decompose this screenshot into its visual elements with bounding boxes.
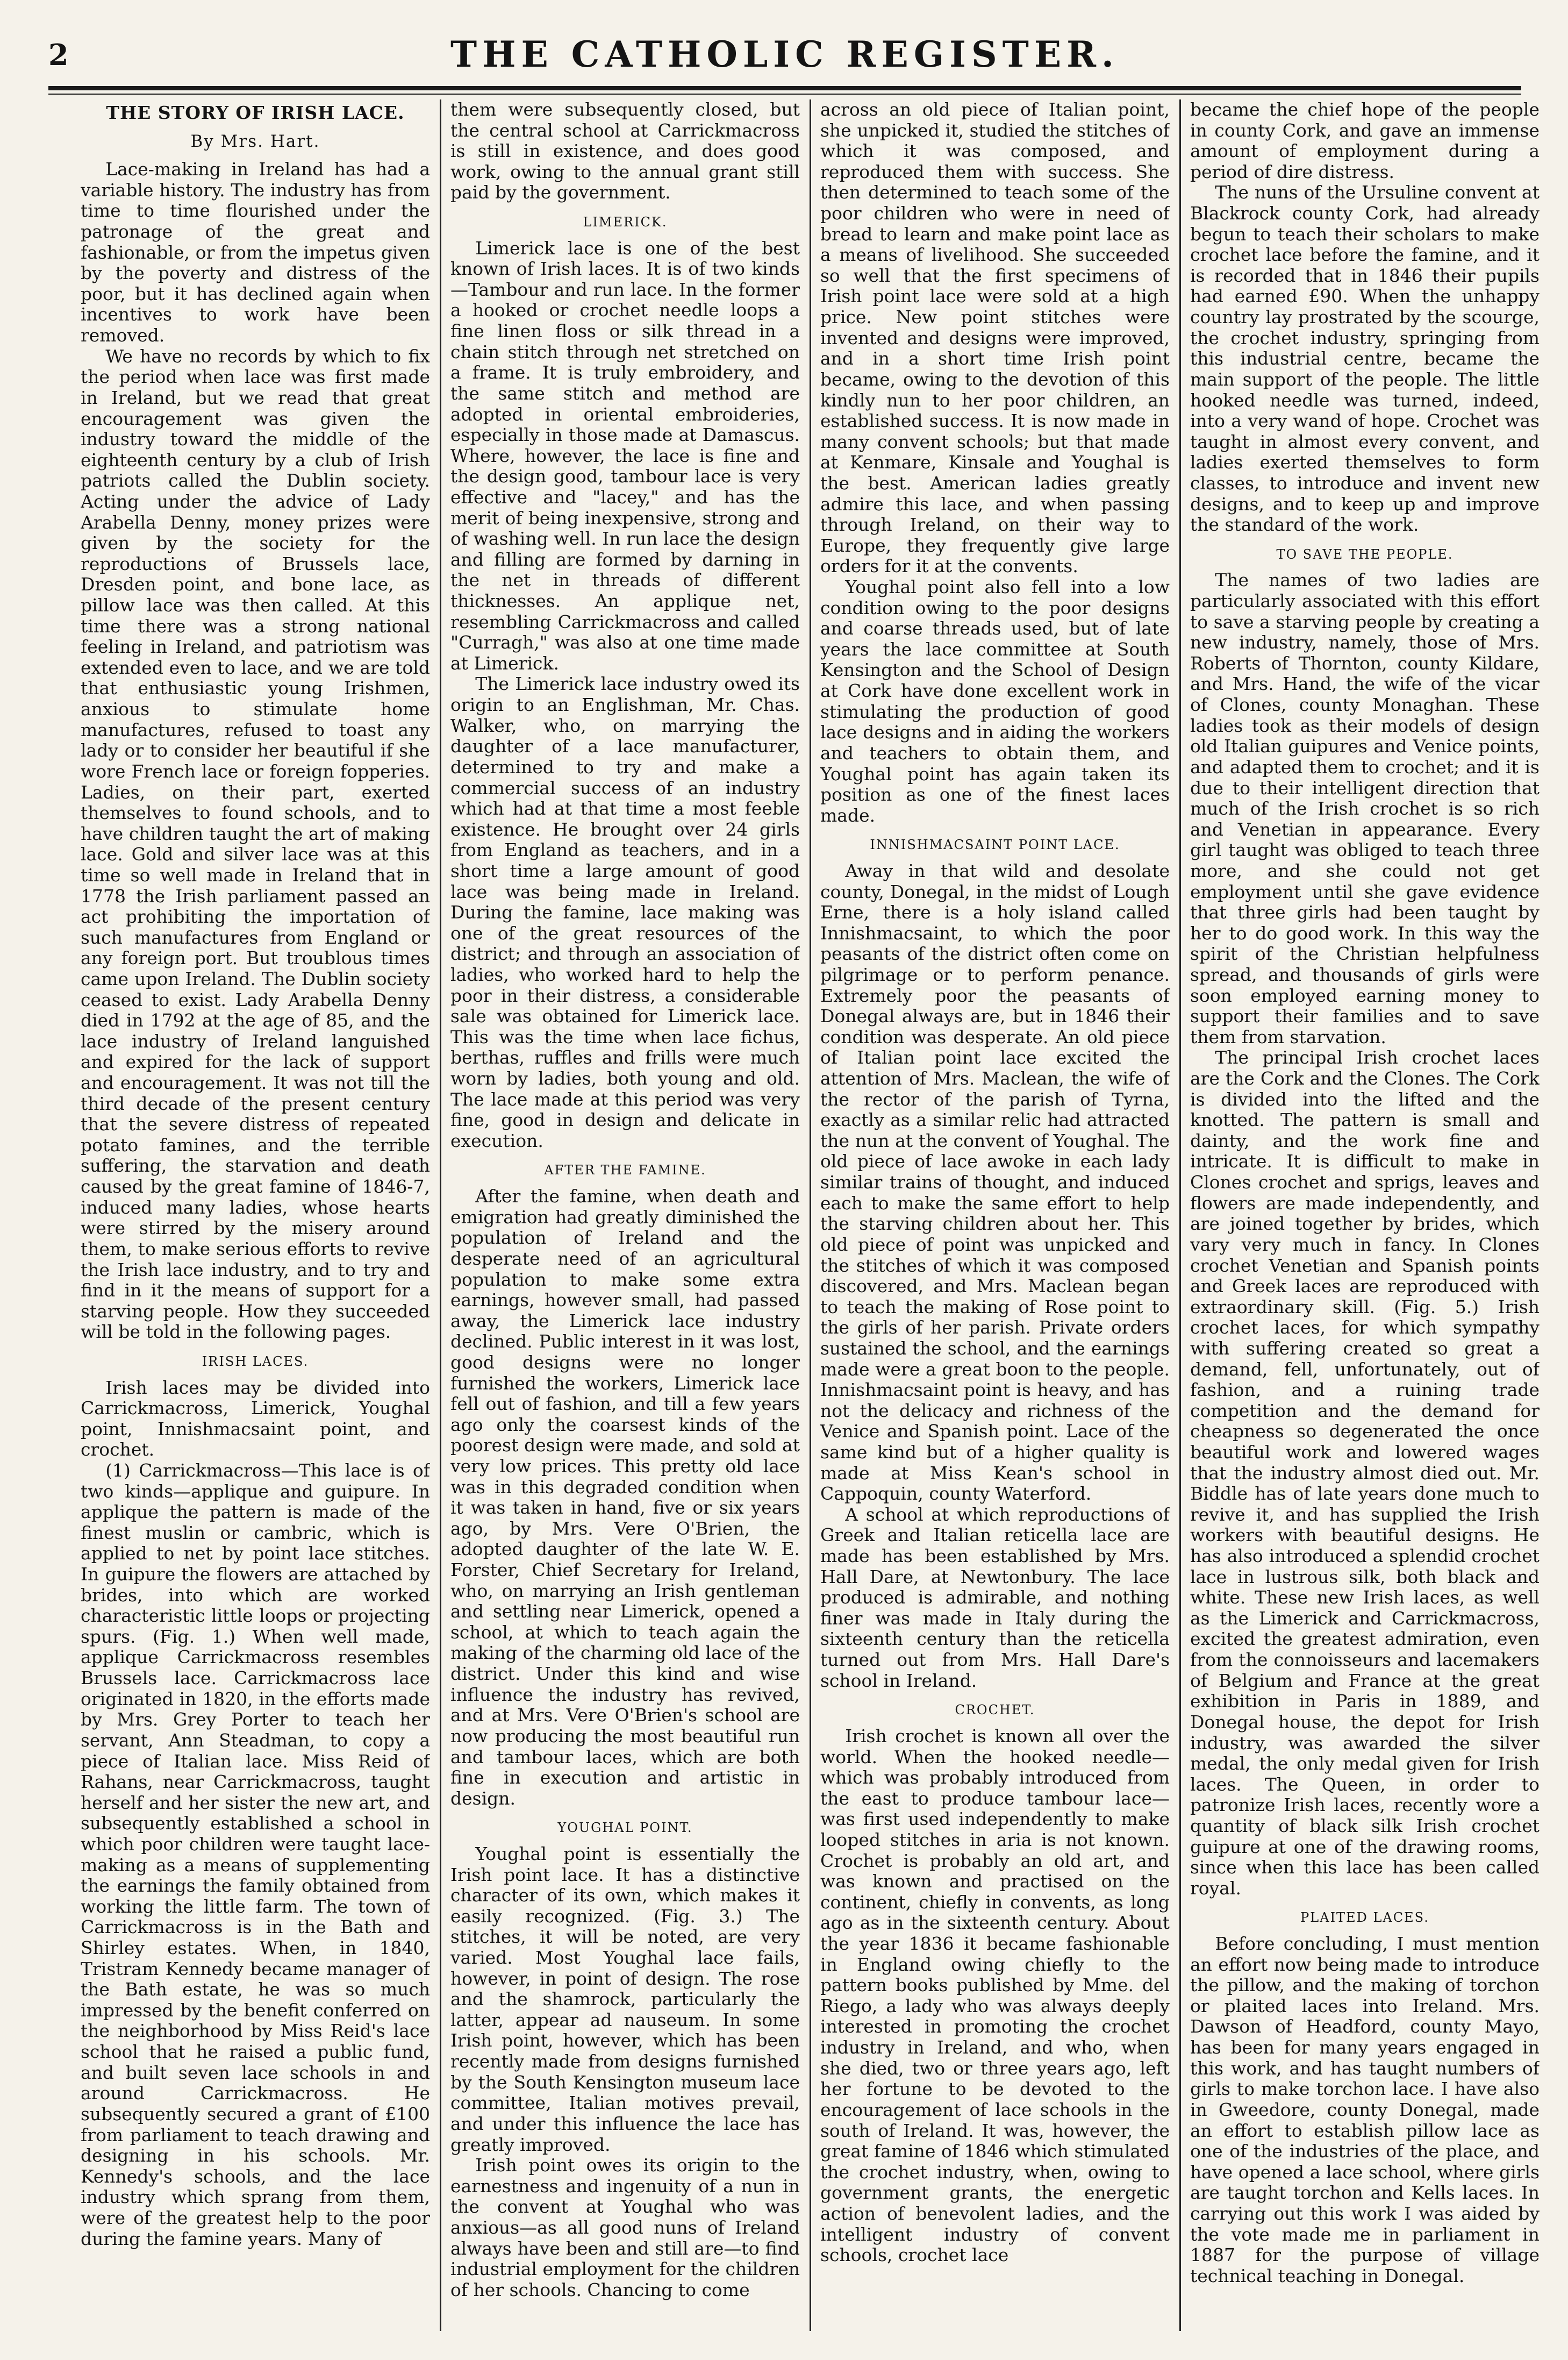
paragraph: them were subsequently closed, but the central school at Carrickmacross is still in existence, and does good work, owing to the annual grant still paid by the government. — [450, 99, 800, 203]
column-divider — [810, 99, 811, 2331]
paragraph: Irish laces may be divided into Carrickmacross, Limerick, Youghal point, Innishmacsaint point, and crochet. — [81, 1377, 430, 1460]
paragraph: The principal Irish crochet laces are the Cork and the Clones. The Cork is divided into the lifted and the knotted. The pattern is small and dainty, and the work fine and intricate. It is difficult to make in Clones crochet and sprigs, leaves and flowers are made independently, and are joined together by brides, which vary very much in fancy. In Clones crochet Venetian and Spanish points and Greek laces are reproduced with extraordinary skill. (Fig. 5.) Irish crochet laces, for which sympathy with suffering created so great a demand, fell, unfortunately, out of fashion, and a ruining trade competition and the demand for cheapness so degenerated the once beautiful work and lowered wages that the industry almost died out. Mr. Biddle has of late years done much to revive it, and has supplied the Irish workers with beautiful designs. He has also introduced a splendid crochet lace in lustrous silk, both black and white. These new Irish laces, as well as the Limerick and Carrickmacross, excited the greatest admiration, even from the connoisseurs and lacemakers of Belgium and France at the great exhibition in Paris in 1889, and Donegal house, the depot for Irish industry, was awarded the silver medal, the only medal given for Irish laces. The Queen, in order to patronize Irish laces, recently wore a quantity of black silk Irish crochet guipure at one of the drawing rooms, since when this lace has been called royal. — [1190, 1047, 1540, 1899]
article-title: THE STORY OF IRISH LACE. — [106, 102, 405, 123]
article-column-4 — [1190, 99, 1540, 2331]
article-column-3 — [820, 99, 1170, 2331]
section-heading: LIMERICK. — [583, 215, 668, 230]
section-heading: INNISHMACSAINT POINT LACE. — [870, 837, 1120, 853]
paragraph: became the chief hope of the people in county Cork, and gave an immense amount of employment during a period of dire distress. — [1190, 99, 1540, 182]
paragraph: across an old piece of Italian point, she unpicked it, studied the stitches of which it was composed, and reproduced them with success. She then determined to teach some of the poor children who were in need of bread to learn and make point lace as a means of livelihood. She succeeded so well that the first specimens of Irish point lace were sold at a high price. New point stitches were invented and designs were improved, and in a short time Irish point became, owing to the devotion of this kindly nun to her poor children, an established success. It is now made in many convent schools; but that made at Kenmare, Kinsale and Youghal is the best. American ladies greatly admire this lace, and when passing through Ireland, on their way to Europe, they frequently give large orders for it at the convents. — [820, 99, 1170, 577]
paragraph: We have no records by which to fix the period when lace was first made in Ireland, but we read that great encouragement was given the industry toward the middle of the eighteenth century by a club of Irish patriots called the Dublin society. Acting under the advice of Lady Arabella Denny, money prizes were given by the society for the reproductions of Brussels lace, Dresden point, and bone lace, as pillow lace was then called. At this time there was a strong national feeling in Ireland, and patriotism was extended even to lace, and we are told that enthusiastic young Irishmen, anxious to stimulate home manufactures, refused to toast any lady or to consider her beautiful if she wore French lace or foreign fopperies. Ladies, on their part, exerted themselves to found schools, and to have children taught the art of making lace. Gold and silver lace was at this time so well made in Ireland that in 1778 the Irish parliament passed an act prohibiting the importation of such manufactures from England or any foreign port. But troublous times came upon Ireland. The Dublin society ceased to exist. Lady Arabella Denny died in 1792 at the age of 85, and the lace industry of Ireland languished and expired for the lack of support and encouragement. It was not till the third decade of the present century that the severe distress of repeated potato famines, and the terrible suffering, the starvation and death caused by the great famine of 1846-7, induced many ladies, whose hearts were stirred by the misery around them, to make serious efforts to revive the Irish lace industry, and to try and find in it the means of support for a starving people. How they succeeded will be told in the following pages. — [81, 345, 430, 1343]
paragraph: Irish crochet is known all over the world. When the hooked needle—which was probably introduced from the east to produce tambour lace—was first used independently to make looped stitches in aria is not known. Crochet is probably an old art, and was known and practised on the continent, chiefly in convents, as long ago as in the sixteenth century. About the year 1836 it became fashionable in England owing chiefly to the pattern books published by Mme. del Riego, a lady who was always deeply interested in promoting the crochet industry in Ireland, and who, when she died, two or three years ago, left her fortune to be devoted to the encouragement of lace schools in the south of Ireland. It was, however, the great famine of 1846 which stimulated the crochet industry, when, owing to government grants, the energetic action of benevolent ladies, and the intelligent industry of convent schools, crochet lace — [820, 1725, 1170, 2266]
section-heading: AFTER THE FAMINE. — [544, 1163, 706, 1178]
paragraph: Limerick lace is one of the best known of Irish laces. It is of two kinds—Tambour and run lace. In the former a hooked or crochet needle loops a fine linen floss or silk thread in a chain stitch through net stretched on a frame. It is truly embroidery, and the same stitch and method are adopted in oriental embroideries, especially in those made at Damascus. Where, however, the lace is fine and the design good, tambour lace is very effective and "lacey," and has the merit of being inexpensive, strong and of washing well. In run lace the design and filling are formed by darning in the net in threads of different thicknesses. An applique net, resembling Carrickmacross and called "Curragh," was also at one time made at Limerick. — [450, 237, 800, 674]
paragraph: (1) Carrickmacross—This lace is of two kinds—applique and guipure. In applique the pattern is made of the finest muslin or cambric, which is applied to net by point lace stitches. In guipure the flowers are attached by brides, into which are worked characteristic little loops or projecting spurs. (Fig. 1.) When well made, applique Carrickmacross resembles Brussels lace. Carrickmacross lace originated in 1820, in the efforts made by Mrs. Grey Porter to teach her servant, Ann Steadman, to copy a piece of Italian lace. Miss Reid of Rahans, near Carrickmacross, taught herself and her sister the new art, and subsequently established a school in which poor children were taught lace-making as a means of supplementing the earnings the family obtained from working the little farm. The town of Carrickmacross is in the Bath and Shirley estates. When, in 1840, Tristram Kennedy became manager of the Bath estate, he was so much impressed by the benefit conferred on the neighborhood by Miss Reid's lace school that he raised a public fund, and built seven lace schools in and around Carrickmacross. He subsequently secured a grant of £100 from parliament to teach drawing and designing in his schools. Mr. Kennedy's schools, and the lace industry which sprang from them, were of the greatest help to the poor during the famine years. Many of — [81, 1460, 430, 2249]
newspaper-title: THE CATHOLIC REGISTER. — [450, 33, 1119, 75]
section-heading: PLAITED LACES. — [1300, 1910, 1429, 1926]
masthead-rule — [48, 86, 1521, 90]
column-divider — [440, 99, 441, 2331]
section-heading: IRISH LACES. — [202, 1353, 309, 1369]
paragraph: Irish point owes its origin to the earnestness and ingenuity of a nun in the convent at Youghal who was anxious—as all good nuns of Ireland always have been and still are—to find industrial employment for the children of her schools. Chancing to come — [450, 2155, 800, 2300]
section-heading: YOUGHAL POINT. — [557, 1820, 693, 1836]
column-divider — [1179, 99, 1181, 2331]
paragraph: The names of two ladies are particularly associated with this effort to save a starving people by creating a new industry, namely, those of Mrs. Roberts of Thornton, county Kildare, and Mrs. Hand, the wife of the vicar of Clones, county Monaghan. These ladies took as their models of design old Italian guipures and Venice points, and adapted them to crochet; and it is due to their intelligent direction that much of the Irish crochet is so rich and Venetian in appearance. Every girl taught was obliged to teach three more, and she could not get employment until she gave evidence that three girls had been taught by her to do good work. In this way the spirit of the Christian helpfulness spread, and thousands of girls were soon employed earning money to support their families and to save them from starvation. — [1190, 569, 1540, 1047]
paragraph: A school at which reproductions of Greek and Italian reticella lace are made has been established by Mrs. Hall Dare, at Newtonbury. The lace produced is admirable, and nothing finer was made in Italy during the sixteenth century than the reticella turned out from Mrs. Hall Dare's school in Ireland. — [820, 1503, 1170, 1691]
article-byline: By Mrs. Hart. — [190, 131, 320, 151]
paragraph: Youghal point is essentially the Irish point lace. It has a distinctive character of its own, which makes it easily recognized. (Fig. 3.) The stitches, it will be noted, are very varied. Most Youghal lace fails, however, in point of design. The rose and the shamrock, particularly the latter, appear ad nauseum. In some Irish point, however, which has been recently made from designs furnished by the South Kensington museum lace committee, Italian motives prevail, and under this influence the lace has greatly improved. — [450, 1843, 800, 2155]
article-column-1 — [81, 99, 430, 2331]
section-heading: CROCHET. — [955, 1702, 1035, 1718]
article-column-2 — [450, 99, 800, 2331]
section-heading: TO SAVE THE PEOPLE. — [1276, 546, 1454, 562]
masthead — [48, 22, 1521, 81]
paragraph: Before concluding, I must mention an effort now being made to introduce the pillow, and the making of torchon or plaited laces into Ireland. Mrs. Dawson of Headford, county Mayo, has been for many years engaged in this work, and has taught numbers of girls to make torchon lace. I have also in Gweedore, county Donegal, made an effort to establish pillow lace as one of the industries of the place, and have opened a lace school, where girls are taught torchon and Kells laces. In carrying out this work I was aided by the vote made me in parliament in 1887 for the purpose of village technical teaching in Donegal. — [1190, 1933, 1540, 2286]
paragraph: Youghal point also fell into a low condition owing to the poor designs and coarse threads used, but of late years the lace committee at South Kensington and the School of Design at Cork have done excellent work in stimulating the production of good lace designs and in aiding the workers and teachers to obtain them, and Youghal point has again taken its position as one of the finest laces made. — [820, 576, 1170, 826]
page-number: 2 — [48, 38, 69, 72]
paragraph: Away in that wild and desolate county, Donegal, in the midst of Lough Erne, there is a holy island called Innishmacsaint, to which the poor peasants of the district often come on pilgrimage or to perform penance. Extremely poor the peasants of Donegal always are, but in 1846 their condition was desperate. An old piece of Italian point lace excited the attention of Mrs. Maclean, the wife of the rector of the parish of Tyrna, exactly as a similar relic had attracted the nun at the convent of Youghal. The old piece of lace awoke in each lady similar trains of thought, and induced each to make the same effort to help the starving children about her. This old piece of point was unpicked and the stitches of which it was composed discovered, and Mrs. Maclean began to teach the making of Rose point to the girls of her parish. Private orders sustained the school, and the earnings made were a great boon to the people. Innishmacsaint point is heavy, and has not the delicacy and richness of the Venice and Spanish point. Lace of the same kind but of a higher quality is made at Miss Kean's school in Cappoquin, county Waterford. — [820, 860, 1170, 1505]
paragraph: Lace-making in Ireland has had a variable history. The industry has from time to time flourished under the patronage of the great and fashionable, or from the impetus given by the poverty and distress of the poor, but it has declined again when incentives to work have been removed. — [81, 159, 430, 346]
masthead-rule-thin — [48, 94, 1521, 95]
paragraph: After the famine, when death and emigration had greatly diminished the population of Ireland and the desperate need of an agricultural population to make some extra earnings, however small, had passed away, the Limerick lace industry declined. Public interest in it was lost, good designs were no longer furnished the workers, Limerick lace fell out of fashion, and till a few years ago only the coarsest kinds of the poorest design were made, and sold at very low prices. This pretty old lace was in this degraded condition when it was taken in hand, five or six years ago, by Mrs. Vere O'Brien, the adopted daughter of the late W. E. Forster, Chief Secretary for Ireland, who, on marrying an Irish gentleman and settling near Limerick, opened a school, at which to teach again the making of the charming old lace of the district. Under this kind and wise influence the industry has revived, and at Mrs. Vere O'Brien's school are now producing the most beautiful run and tambour laces, which are both fine in execution and artistic in design. — [450, 1186, 800, 1809]
paragraph: The nuns of the Ursuline convent at Blackrock county Cork, had already begun to teach their scholars to make crochet lace before the famine, and it is recorded that in 1846 their pupils had earned £90. When the unhappy country lay prostrated by the scourge, the crochet industry, springing from this industrial centre, became the main support of the people. The little hooked needle was turned, indeed, into a very wand of hope. Crochet was taught in almost every convent, and ladies exerted themselves to form classes, to introduce and invent new designs, and to keep up and improve the standard of the work. — [1190, 182, 1540, 536]
paragraph: The Limerick lace industry owed its origin to an Englishman, Mr. Chas. Walker, who, on marrying the daughter of a lace manufacturer, determined to try and make a commercial success of an industry which had at that time a most feeble existence. He brought over 24 girls from England as teachers, and in a short time a large amount of good lace was being made in Ireland. During the famine, lace making was one of the great resources of the district; and through an association of ladies, who worked hard to help the poor in their distress, a considerable sale was obtained for Limerick lace. This was the time when lace fichus, berthas, ruffles and frills were much worn by ladies, both young and old. The lace made at this period was very fine, good in design and delicate in execution. — [450, 673, 800, 1151]
